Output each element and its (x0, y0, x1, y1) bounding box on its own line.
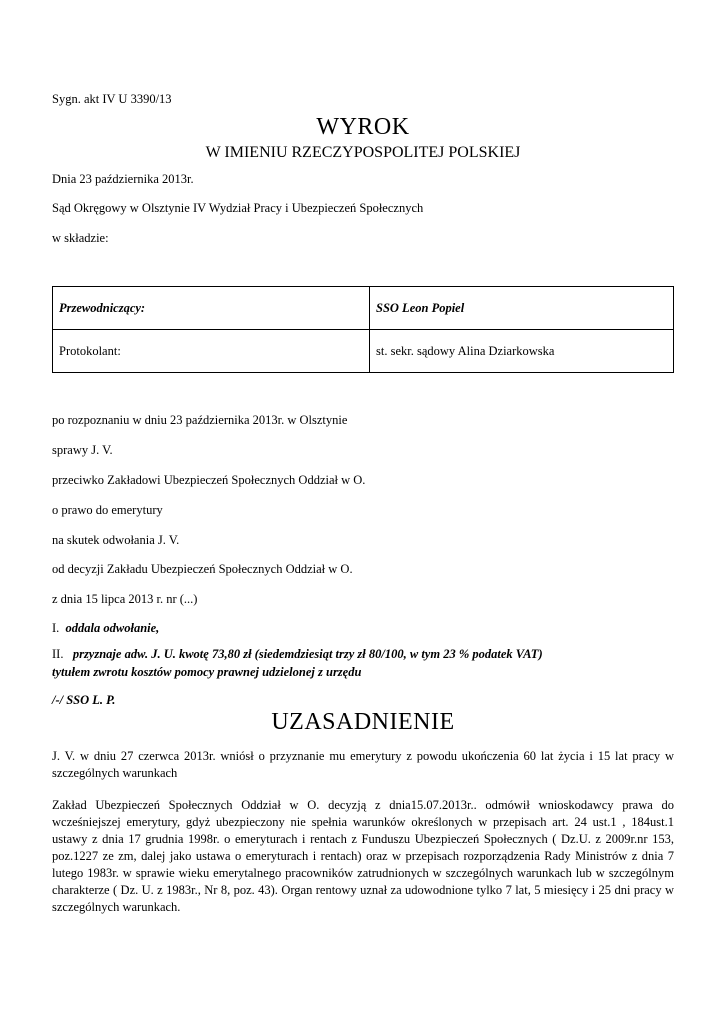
chair-label: Przewodniczący: (53, 287, 370, 330)
chair-value: SSO Leon Popiel (370, 287, 674, 330)
justification-paragraph: J. V. w dniu 27 czerwca 2013r. wniósł o przyznanie mu emerytury z powodu ukończenia 60 lat życia i 15 lat pracy w szczególnych warunkach (52, 749, 674, 780)
table-row (53, 330, 674, 373)
case-line: sprawy J. V. (52, 443, 113, 457)
document-subtitle: W IMIENIU RZECZYPOSPOLITEJ POLSKIEJ (205, 144, 521, 161)
verdict-point-text-continuation: tytułem zwrotu kosztów pomocy prawnej udzielonej z urzędu (52, 665, 362, 679)
verdict-point-text: oddala odwołanie, (65, 621, 160, 635)
case-line: z dnia 15 lipca 2013 r. nr (...) (52, 592, 198, 606)
judgment-date: Dnia 23 października 2013r. (52, 172, 194, 186)
composition-label: w składzie: (52, 231, 109, 245)
case-line: po rozpoznaniu w dniu 23 października 2013r. w Olsztynie (52, 413, 348, 427)
verdict-point-number: I. (52, 621, 60, 635)
case-line: o prawo do emerytury (52, 503, 163, 517)
document-title: WYROK (316, 114, 410, 140)
clerk-label: Protokolant: (53, 330, 370, 373)
table-row (53, 287, 674, 330)
document-page (52, 0, 674, 1024)
case-signature: Sygn. akt IV U 3390/13 (52, 92, 172, 106)
judge-signature: /-/ SSO L. P. (52, 693, 116, 707)
verdict-point-text: przyznaje adw. J. U. kwotę 73,80 zł (siedemdziesiąt trzy zł 80/100, w tym 23 % podatek VAT) (72, 647, 543, 661)
justification-heading: UZASADNIENIE (271, 709, 455, 735)
case-line: przeciwko Zakładowi Ubezpieczeń Społecznych Oddział w O. (52, 473, 366, 487)
verdict-point-number: II. (52, 647, 64, 661)
case-line: na skutek odwołania J. V. (52, 533, 180, 547)
clerk-value: st. sekr. sądowy Alina Dziarkowska (370, 330, 674, 373)
verdict-point-2 (52, 647, 543, 662)
case-line: od decyzji Zakładu Ubezpieczeń Społecznych Oddział w O. (52, 562, 353, 576)
verdict-point-1 (52, 621, 159, 636)
court-name: Sąd Okręgowy w Olsztynie IV Wydział Pracy i Ubezpieczeń Społecznych (52, 201, 424, 215)
court-panel-table (52, 286, 674, 373)
justification-paragraph: Zakład Ubezpieczeń Społecznych Oddział w O. decyzją z dnia15.07.2013r.. odmówił wnioskodawcy prawa do wcześniejszej emerytury, gdyż ubezpieczony nie spełnia warunków określonych w przepisach art. 24 ust.1 , 184ust.1 ustawy z dnia 17 grudnia 1998r. o emeryturach i rentach z Funduszu Ubezpieczeń Społecznych ( Dz.U. z 2009r.nr 153, poz.1227 ze zm, dalej jako ustawa o emeryturach i rentach) oraz w przepisach rozporządzenia Rady Ministrów z dnia 7 lutego 1983r. w sprawie wieku emerytalnego pracowników zatrudnionych w szczególnych warunkach lub w szczególnym charakterze ( Dz. U. z 1983r., Nr 8, poz. 43). Organ rentowy uznał za udowodnione tylko 7 lat, 5 miesięcy i 25 dni pracy w szczególnych warunkach. (52, 798, 674, 914)
